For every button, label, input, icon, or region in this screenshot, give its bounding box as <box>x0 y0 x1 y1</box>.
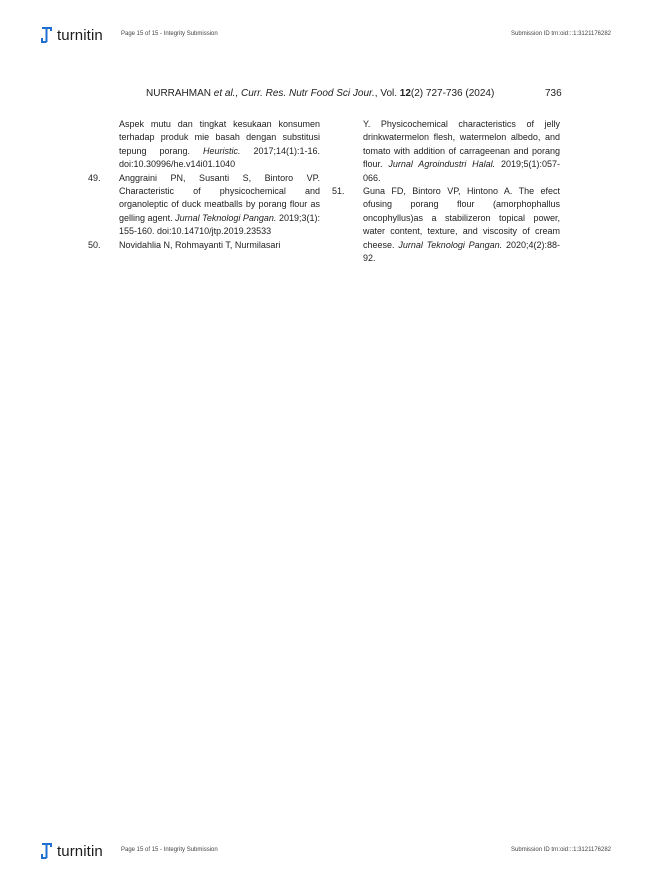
brand-name: turnitin <box>57 26 103 44</box>
ref51-journal: Jurnal Teknologi Pangan. <box>398 239 503 250</box>
running-head-issue: (2) 727-736 (2024) <box>410 88 495 99</box>
running-head-volume: 12 <box>399 88 411 99</box>
reference-49 <box>88 172 320 239</box>
reference-50-continued <box>332 118 560 185</box>
ref51-number: 51. <box>332 186 345 197</box>
footer-brand-name: turnitin <box>57 842 103 860</box>
page-number: 736 <box>545 88 562 99</box>
reference-48-continued <box>88 118 320 172</box>
top-bar <box>0 24 650 48</box>
ref49-rest: 2019;3(1): 155-160. doi:10.14710/jtp.2019.23533 <box>119 212 320 237</box>
left-column <box>88 118 320 252</box>
footer-page-info: Page 15 of 15 - Integrity Submission <box>121 847 218 853</box>
ref50-journal: Jurnal Agroindustri Halal. <box>388 159 496 170</box>
turnitin-logo-icon <box>40 842 53 860</box>
bottom-bar <box>0 840 650 864</box>
ref51-text: Guna FD, Bintoro VP, Hintono A. The efect ofusing porang flour (amorphophallus oncophyllus)as a stabilizeron topical power, water content, texture, and viscosity of cream cheese. <box>363 186 560 250</box>
ref50-cont-text: Y. Physicochemical characteristics of jelly drinkwatermelon flesh, watermelon albedo, and tomato with addition of carrageenan and porang flour. <box>363 119 560 170</box>
right-column <box>332 118 560 265</box>
ref48-rest: 2017;14(1):1-16. doi:10.30996/he.v14i01.1040 <box>119 145 321 170</box>
footer-submission-id: Submission ID trn:oid:::1:3121176282 <box>511 847 611 853</box>
reference-51 <box>332 185 560 265</box>
ref51-rest: 2020;4(2):88-92. <box>363 239 560 264</box>
ref49-text: Anggraini PN, Susanti S, Bintoro VP. Characteristic of physicochemical and organoleptic of duck meatballs by porang flour as gelling agent. <box>119 172 320 223</box>
turnitin-footer-logo <box>40 842 103 860</box>
ref49-number: 49. <box>88 172 101 183</box>
running-head <box>146 88 494 99</box>
ref50-text: Novidahlia N, Rohmayanti T, Nurmilasari <box>119 239 281 250</box>
ref50-rest: 2019;5(1):057-066. <box>363 159 561 183</box>
ref48-journal: Heuristic. <box>202 145 241 156</box>
page-info: Page 15 of 15 - Integrity Submission <box>121 31 218 37</box>
running-head-authors: NURRAHMAN <box>146 88 211 99</box>
turnitin-logo <box>40 26 103 44</box>
submission-id: Submission ID trn:oid:::1:3121176282 <box>511 31 611 37</box>
turnitin-logo-icon <box>40 26 53 44</box>
running-head-journal: et al., Curr. Res. Nutr Food Sci Jour. <box>211 88 375 99</box>
running-head-vol-prefix: , Vol. <box>374 88 400 99</box>
reference-50 <box>88 239 320 252</box>
ref50-number: 50. <box>88 239 101 250</box>
ref49-journal: Jurnal Teknologi Pangan. <box>175 212 277 223</box>
ref48-text: Aspek mutu dan tingkat kesukaan konsumen terhadap produk mie basah dengan substitusi tepung porang. <box>119 119 320 156</box>
